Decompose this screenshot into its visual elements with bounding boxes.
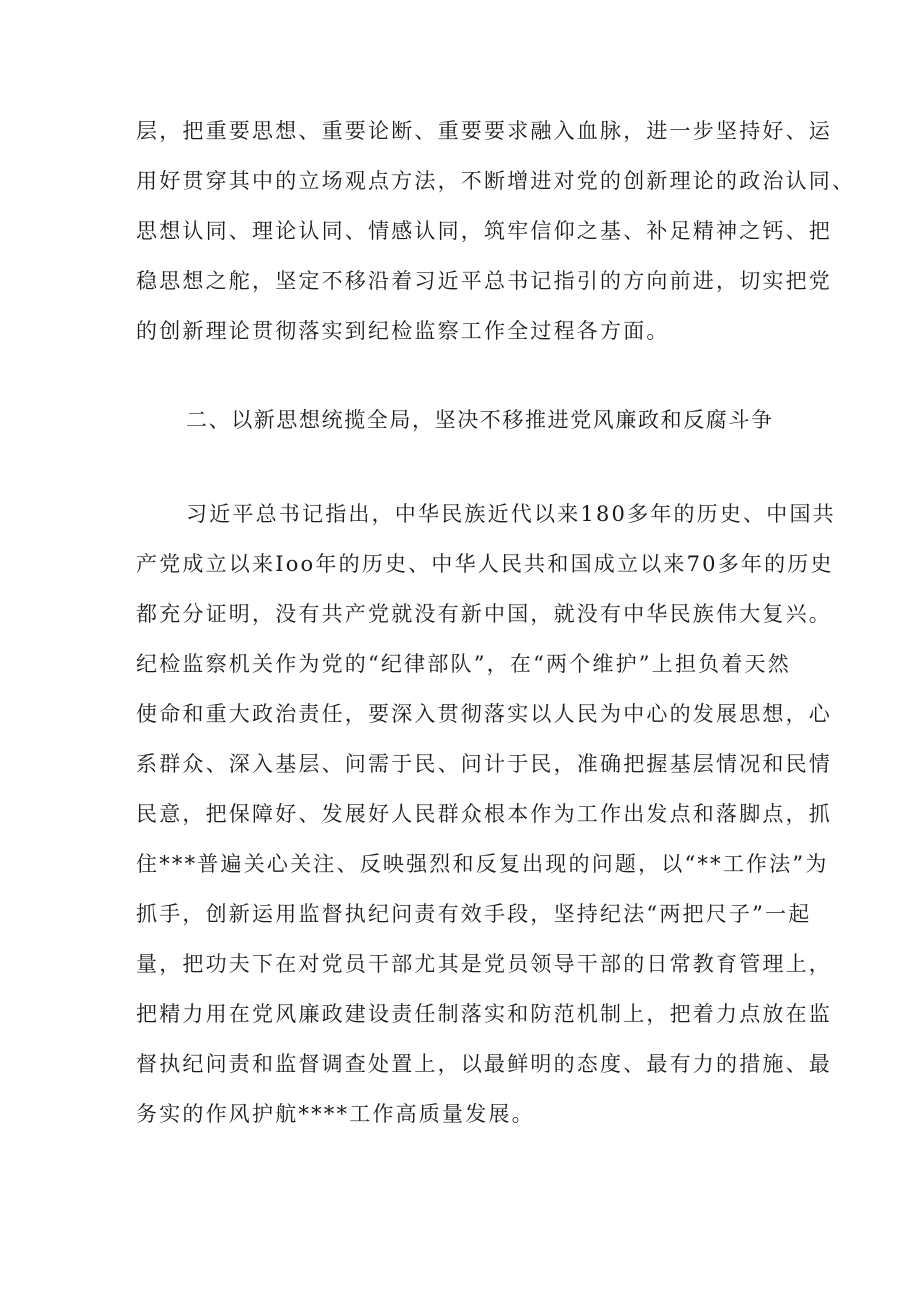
paragraph-2-line: 民意，把保障好、发展好人民群众根本作为工作出发点和落脚点，抓 — [136, 802, 832, 826]
section-heading: 二、以新思想统揽全局，坚决不移推进党风廉政和反腐斗争 — [186, 408, 774, 432]
paragraph-2-line: 把精力用在党风廉政建设责任制落实和防范机制上，把着力点放在监 — [136, 1002, 832, 1026]
paragraph-2-line: 抓手，创新运用监督执纪问责有效手段，坚持纪法“两把尺子”一起 — [136, 902, 812, 926]
paragraph-2-line: 产党成立以来Ioo年的历史、中华人民共和国成立以来70多年的历史 — [136, 552, 834, 576]
paragraph-2-line: 务实的作风护航****工作高质量发展。 — [136, 1102, 535, 1126]
paragraph-1-line: 层，把重要思想、重要论断、重要要求融入血脉，进一步坚持好、运 — [136, 119, 832, 143]
paragraph-1-line: 用好贯穿其中的立场观点方法，不断增进对党的创新理论的政治认同、 — [136, 169, 856, 193]
paragraph-2-line: 系群众、深入基层、问需于民、问计于民，准确把握基层情况和民情 — [136, 752, 832, 776]
paragraph-2-line: 量，把功夫下在对党员干部尤其是党员领导干部的日常教育管理上， — [136, 952, 832, 976]
paragraph-2-line: 纪检监察机关作为党的“纪律部队”，在“两个维护”上担负着天然 — [136, 652, 791, 676]
paragraph-1-line: 的创新理论贯彻落实到纪检监察工作全过程各方面。 — [136, 319, 670, 343]
paragraph-1-line: 稳思想之舵，坚定不移沿着习近平总书记指引的方向前进，切实把党 — [136, 269, 832, 293]
paragraph-2-line: 使命和重大政治责任，要深入贯彻落实以人民为中心的发展思想，心 — [136, 702, 832, 726]
paragraph-2-line: 住***普遍关心关注、反映强烈和反复出现的问题，以“**工作法”为 — [136, 852, 829, 876]
paragraph-2-line: 督执纪问责和监督调查处置上，以最鲜明的态度、最有力的措施、最 — [136, 1052, 832, 1076]
paragraph-1-line: 思想认同、理论认同、情感认同，筑牢信仰之基、补足精神之钙、把 — [136, 219, 832, 243]
paragraph-2-line: 都充分证明，没有共产党就没有新中国，就没有中华民族伟大复兴。 — [136, 602, 832, 626]
paragraph-2-line: 习近平总书记指出，中华民族近代以来180多年的历史、中国共 — [186, 502, 836, 526]
